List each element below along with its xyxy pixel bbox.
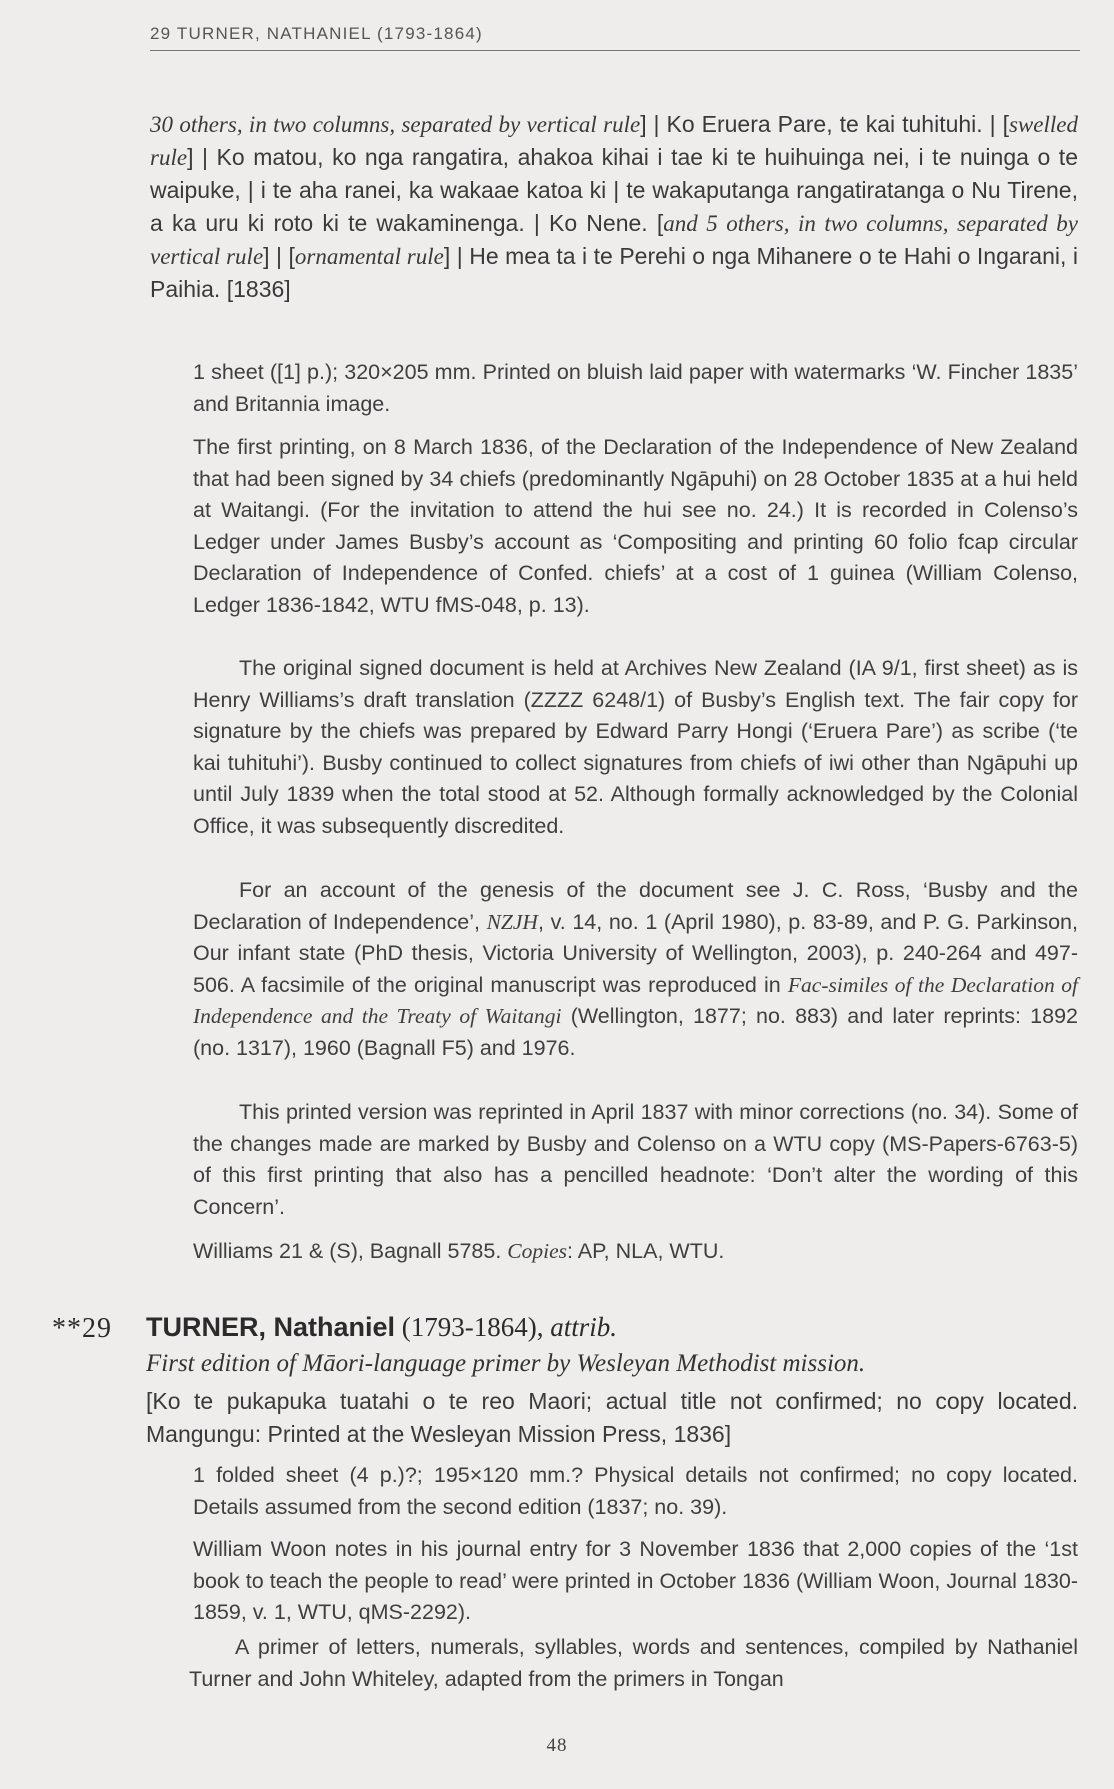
book-title: Fac-similes of the Declaration of Independence and the Treaty of Waitangi bbox=[193, 972, 1079, 1028]
copies-list: : AP, NLA, WTU. bbox=[567, 1239, 725, 1263]
title-text: ] | Ko matou, ko nga rangatira, ahakoa kihai i tae ki te huihuinga nei, i te nuinga o te waipuke, | i te aha ranei, ka wakaae katoa ki | te wakaputanga rangatiratanga o Nu Tirene, a ka uru ki roto ki te wakaminenga. | Ko Nene. [ bbox=[150, 144, 1078, 236]
entry-heading bbox=[146, 1312, 1076, 1343]
title-text: ] | He mea ta i te Perehi o nga Mihanere o te Hahi o Ingarani, i Paihia. [1836] bbox=[150, 243, 1078, 302]
copies-label: Copies bbox=[507, 1239, 568, 1263]
author-name: TURNER, Nathaniel bbox=[146, 1312, 396, 1342]
entry-subtitle: First edition of Māori-language primer by Wesleyan Methodist mission. bbox=[146, 1350, 866, 1377]
entry-number: **29 bbox=[52, 1313, 112, 1344]
italic-note: ornamental rule bbox=[294, 244, 444, 269]
entry-28-note-paragraph: This printed version was reprinted in April 1837 with minor corrections (no. 34). Some of the changes made are marked by Busby and Colenso on a WTU copy (MS-Papers-6763-5) of this first printing that also has a pencilled headnote: ‘Don’t alter the wording of this Concern’. bbox=[193, 1100, 1078, 1219]
entry-29-note-paragraph: William Woon notes in his journal entry for 3 November 1836 that 2,000 copies of the ‘1st book to teach the people to read’ were printed in October 1836 (William Woon, Journal 1830-1859, v. 1, WTU, qMS-2292). bbox=[193, 1537, 1078, 1624]
entry-28-note-paragraph: The first printing, on 8 March 1836, of the Declaration of the Independence of New Zealand that had been signed by 34 chiefs (predominantly Ngāpuhi) on 28 October 1835 at a hui held at Waitangi. (For the invitation to attend the hui see no. 24.) It is recorded in Colenso’s Ledger under James Busby’s account as ‘Compositing and printing 60 folio fcap circular Declaration of Independence of Confed. chiefs’ at a cost of 1 guinea (William Colenso, Ledger 1836-1842, WTU fMS-048, p. 13). bbox=[193, 435, 1078, 617]
note-text: (Wellington, 1877; no. 883) and later reprints: 1892 (no. 1317), 1960 (Bagnall F5) and 1976. bbox=[193, 1004, 1079, 1060]
entry-28-note-paragraph bbox=[193, 875, 1078, 1064]
running-head: 29 TURNER, NATHANIEL (1793-1864) bbox=[150, 24, 1080, 51]
entry-28-physical-description: 1 sheet ([1] p.); 320×205 mm. Printed on bluish laid paper with watermarks ‘W. Fincher 1835’ and Britannia image. bbox=[193, 360, 1078, 416]
note-text: , v. 14, no. 1 (April 1980), p. 83-89, and P. G. Parkinson, Our infant state (PhD thesis, Victoria University of Wellington, 2003), p. 240-264 and 497-506. A facsimile of the original manuscript was reproduced in bbox=[193, 909, 1078, 997]
entry-29-note-paragraph: A primer of letters, numerals, syllables, words and sentences, compiled by Nathaniel Turner and John Whiteley, adapted from the primers in Tongan bbox=[189, 1635, 1078, 1691]
entry-28-note-paragraph: The original signed document is held at Archives New Zealand (IA 9/1, first sheet) as is Henry Williams’s draft translation (ZZZZ 6248/1) of Busby’s English text. The fair copy for signature by the chiefs was prepared by Edward Parry Hongi (‘Eruera Pare’) as scribe (‘te kai tuhituhi’). Busby continued to collect signatures from chiefs of iwi other than Ngāpuhi up until July 1839 when the total stood at 52. Although formally acknowledged by the Colonial Office, it was subsequently discredited. bbox=[193, 656, 1078, 838]
entry-title: [Ko te pukapuka tuatahi o te reo Maori; actual title not confirmed; no copy located. Mangungu: Printed at the Wesleyan Mission Press, 1836] bbox=[146, 1388, 1078, 1447]
title-text: ] | Ko Eruera Pare, te kai tuhituhi. | [ bbox=[640, 111, 1009, 137]
entry-28-references bbox=[193, 1236, 1078, 1268]
note-text: For an account of the genesis of the document see J. C. Ross, ‘Busby and the Declaration of Independence’, bbox=[193, 878, 1078, 934]
author-dates: (1793-1864), bbox=[395, 1312, 551, 1342]
entry-28-title-continuation bbox=[150, 108, 1078, 306]
references-text: Williams 21 & (S), Bagnall 5785. bbox=[193, 1239, 508, 1263]
page-number: 48 bbox=[546, 1735, 568, 1756]
italic-note: and 5 others, in two columns, separated by vertical rule bbox=[150, 211, 1078, 269]
entry-29-physical-description: 1 folded sheet (4 p.)?; 195×120 mm.? Physical details not confirmed; no copy located. Details assumed from the second edition (1837; no. 39). bbox=[193, 1463, 1078, 1519]
attribution: attrib. bbox=[550, 1312, 618, 1342]
journal-title: NZJH bbox=[486, 909, 538, 934]
italic-note: swelled rule bbox=[150, 112, 1078, 170]
title-text: ] | [ bbox=[263, 243, 295, 269]
italic-note: 30 others, in two columns, separated by vertical rule bbox=[150, 112, 641, 137]
